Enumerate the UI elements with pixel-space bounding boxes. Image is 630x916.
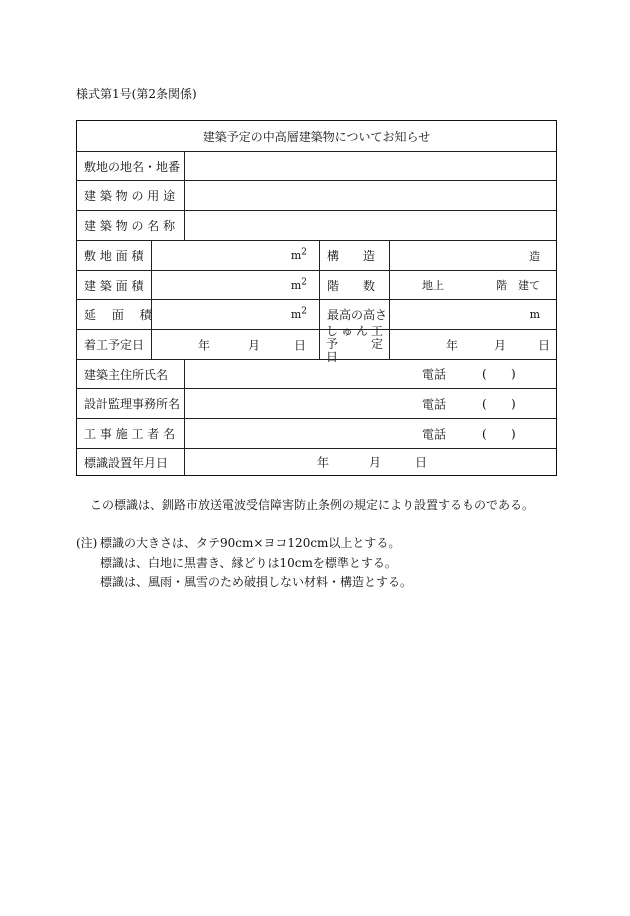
form-number-label: 様式第1号(第2条関係) [76, 87, 197, 101]
value-designer[interactable] [184, 389, 556, 418]
value-sign-date[interactable] [184, 449, 556, 475]
unit-sqm: $m^2$ [290, 276, 307, 292]
value-usage[interactable] [184, 181, 556, 210]
paren-open: ( [482, 396, 487, 411]
unit-structure: 造 [529, 249, 540, 263]
note-line-1: 標識の大きさは、タテ90cm×ヨコ120cm以上とする。 [100, 536, 401, 550]
label-building-area: 建 築 面 積 [84, 278, 144, 293]
value-start-date[interactable] [151, 330, 319, 359]
label-completion-date: しゅん工 予 定 日 [319, 330, 389, 359]
row-designer [77, 388, 556, 418]
sign-title-row [77, 121, 556, 151]
row-usage [77, 180, 556, 210]
row-start-date [77, 324, 556, 364]
paren-close: ) [511, 426, 516, 441]
label-building-name: 建 築 物 の 名 称 [84, 219, 176, 233]
row-site-address [77, 151, 556, 180]
row-building-area [77, 270, 556, 299]
unit-floors: 階 建て [496, 279, 540, 292]
label-sign-date: 標識設置年月日 [84, 455, 169, 470]
label-site-address: 敷地の地名・地番 [84, 159, 181, 174]
unit-month: 月 [248, 338, 261, 352]
value-owner[interactable] [184, 360, 556, 388]
value-height[interactable] [389, 300, 556, 329]
sign-title: 建築予定の中高層建築物についてお知らせ [202, 129, 431, 144]
label-site-area: 敷 地 面 積 [84, 249, 144, 263]
label-usage: 建 築 物 の 用 途 [84, 189, 176, 203]
unit-day: 日 [415, 455, 428, 470]
unit-year: 年 [317, 455, 330, 470]
unit-meters: m [529, 308, 540, 321]
note-line-2: 標識は、白地に黒書き、縁どりは10cmを標準とする。 [100, 556, 397, 570]
label-height: 最高の高さ [327, 308, 388, 322]
label-owner: 建築主住所氏名 [84, 367, 169, 382]
statement-text: この標識は、釧路市放送電波受信障害防止条例の規定により設置するものである。 [90, 498, 535, 512]
notes-prefix: (注) [76, 536, 98, 550]
row-sign-date [77, 448, 556, 475]
label-floor-area: 延 面 積 [84, 308, 152, 322]
label-floors: 階 数 [327, 278, 376, 293]
value-building-name[interactable] [184, 211, 556, 240]
paren-open: ( [482, 426, 487, 441]
value-site-area[interactable] [151, 241, 319, 270]
value-completion-date[interactable] [389, 330, 556, 359]
paren-close: ) [511, 367, 516, 381]
row-building-name [77, 210, 556, 240]
value-structure[interactable] [389, 241, 556, 270]
label-start-date: 着工予定日 [84, 338, 145, 352]
row-owner [77, 359, 556, 388]
unit-sqm: $m^2$ [290, 306, 307, 321]
paren-close: ) [511, 396, 516, 411]
note-line-3: 標識は、風雨・風雪のため破損しない材料・構造とする。 [100, 575, 413, 589]
unit-sqm: $m^2$ [290, 247, 307, 262]
unit-year: 年 [446, 338, 459, 352]
unit-month: 月 [494, 338, 507, 352]
unit-day: 日 [538, 338, 551, 352]
sign-table [76, 120, 557, 476]
label-contractor: 工 事 施 工 者 名 [84, 427, 176, 441]
label-phone: 電話 [422, 427, 447, 441]
unit-day: 日 [294, 338, 307, 352]
label-floors-above: 地上 [422, 279, 444, 292]
label-structure: 構 造 [327, 249, 376, 263]
unit-year: 年 [198, 338, 211, 352]
unit-month: 月 [369, 455, 382, 470]
value-floors[interactable] [389, 271, 556, 299]
value-site-address[interactable] [184, 152, 556, 180]
label-phone: 電話 [422, 367, 447, 382]
label-phone: 電話 [422, 397, 447, 411]
row-floor-area [77, 299, 556, 329]
row-site-area [77, 240, 556, 270]
row-contractor [77, 418, 556, 448]
paren-open: ( [482, 367, 487, 381]
value-building-area[interactable] [151, 271, 319, 299]
label-designer: 設計監理事務所名 [84, 397, 181, 411]
value-floor-area[interactable] [151, 300, 319, 329]
value-contractor[interactable] [184, 419, 556, 448]
